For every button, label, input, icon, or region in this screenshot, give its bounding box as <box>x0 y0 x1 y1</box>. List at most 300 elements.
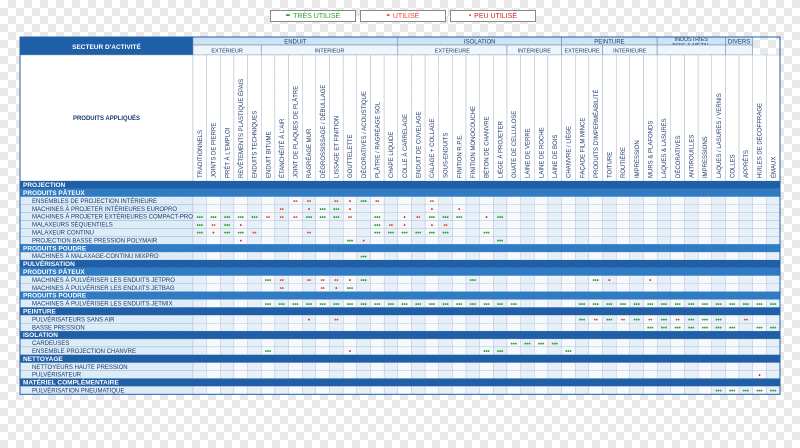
matrix-cell <box>548 221 562 229</box>
usage-marker: • <box>348 207 352 213</box>
matrix-cell <box>248 276 262 284</box>
matrix-cell <box>384 315 398 323</box>
matrix-cell <box>261 315 275 323</box>
matrix-cell <box>753 205 767 213</box>
matrix-cell <box>452 339 466 347</box>
matrix-cell <box>766 371 780 379</box>
matrix-cell <box>753 213 767 221</box>
usage-marker: ••• <box>756 325 763 332</box>
matrix-cell <box>302 363 316 371</box>
matrix-cell <box>398 205 412 213</box>
matrix-cell <box>616 228 630 236</box>
subsection-title: PRODUITS PÂTEUX <box>23 269 85 276</box>
matrix-cell <box>521 252 535 260</box>
matrix-cell <box>766 363 780 371</box>
matrix-cell <box>766 236 780 244</box>
matrix-cell <box>657 197 671 205</box>
matrix-cell <box>684 228 698 236</box>
row-label: MACHINES À PULVÉRISER LES ENDUITS JETBAG <box>32 285 175 292</box>
usage-marker: ••• <box>360 254 367 261</box>
matrix-cell <box>234 315 248 323</box>
matrix-cell <box>712 228 726 236</box>
matrix-cell <box>275 315 289 323</box>
matrix-cell <box>616 197 630 205</box>
matrix-cell <box>439 347 453 355</box>
legend-marker: •• <box>386 13 389 19</box>
matrix-cell <box>343 339 357 347</box>
matrix-cell <box>289 371 303 379</box>
matrix-cell <box>521 300 535 308</box>
matrix-cell <box>712 252 726 260</box>
usage-marker: ••• <box>401 230 408 237</box>
column-header: LAINE DE ROCHE <box>539 127 546 178</box>
matrix-cell <box>698 363 712 371</box>
matrix-cell <box>603 252 617 260</box>
matrix-cell <box>575 284 589 292</box>
usage-marker: ••• <box>264 278 272 285</box>
matrix-cell <box>575 347 589 355</box>
column-header: PLÂTRE / RAGRÉAGE SOL <box>375 101 382 178</box>
usage-marker: ••• <box>360 199 367 206</box>
matrix-cell <box>575 197 589 205</box>
matrix-cell <box>712 339 726 347</box>
matrix-cell <box>425 276 439 284</box>
usage-marker: ••• <box>483 301 490 308</box>
matrix-cell <box>493 228 507 236</box>
group-header-line: INDUSTRIES <box>674 37 708 43</box>
usage-marker: ••• <box>319 301 326 308</box>
matrix-cell <box>220 252 234 260</box>
matrix-cell <box>275 197 289 205</box>
matrix-cell <box>466 363 480 371</box>
legend-label: UTILISÉ <box>392 12 420 20</box>
usage-marker: ••• <box>756 301 763 308</box>
subgroup-header-label: INTÉRIEURE <box>613 48 647 55</box>
usage-marker: ••• <box>770 325 777 332</box>
column-header: HUILES DE DÉCOFFRAGE <box>757 102 764 178</box>
matrix-cell <box>548 323 562 331</box>
usage-marker: •• <box>743 317 748 324</box>
matrix-cell <box>671 371 685 379</box>
matrix-cell <box>575 213 589 221</box>
matrix-cell <box>548 213 562 221</box>
matrix-cell <box>630 347 644 355</box>
matrix-cell <box>275 386 289 394</box>
matrix-cell <box>220 315 234 323</box>
matrix-cell <box>507 252 521 260</box>
matrix-cell <box>643 386 657 394</box>
matrix-cell <box>548 205 562 213</box>
usage-marker: •• <box>334 278 339 285</box>
matrix-cell <box>712 197 726 205</box>
matrix-cell <box>589 213 603 221</box>
matrix-cell <box>671 213 685 221</box>
matrix-cell <box>739 363 753 371</box>
usage-marker: • <box>348 199 352 206</box>
matrix-cell <box>725 221 739 229</box>
matrix-cell <box>207 347 221 355</box>
matrix-cell <box>589 363 603 371</box>
matrix-cell <box>370 236 384 244</box>
column-header: COLLE À CARRELAGE <box>402 113 409 178</box>
matrix-cell <box>302 221 316 229</box>
matrix-cell <box>193 252 207 260</box>
usage-marker: ••• <box>278 301 285 308</box>
usage-marker: •• <box>320 286 325 292</box>
usage-marker: •• <box>375 199 380 206</box>
matrix-cell <box>753 221 767 229</box>
legend-marker: • <box>469 13 471 19</box>
matrix-cell <box>671 197 685 205</box>
matrix-cell <box>207 236 221 244</box>
matrix-cell <box>589 197 603 205</box>
matrix-cell <box>439 386 453 394</box>
matrix-cell <box>493 252 507 260</box>
matrix-cell <box>521 197 535 205</box>
matrix-cell <box>712 284 726 292</box>
matrix-cell <box>575 276 589 284</box>
matrix-cell <box>643 371 657 379</box>
matrix-cell <box>507 315 521 323</box>
matrix-cell <box>480 205 494 213</box>
matrix-cell <box>275 236 289 244</box>
usage-marker: ••• <box>715 301 722 308</box>
usage-marker: ••• <box>496 349 504 356</box>
usage-marker: • <box>458 207 461 213</box>
matrix-cell <box>589 339 603 347</box>
matrix-cell <box>357 386 371 394</box>
section-title: MATÉRIEL COMPLÉMENTAIRE <box>23 379 119 387</box>
matrix-cell <box>521 315 535 323</box>
matrix-cell <box>698 252 712 260</box>
matrix-cell <box>411 284 425 292</box>
matrix-cell <box>452 276 466 284</box>
matrix-cell <box>425 315 439 323</box>
matrix-cell <box>234 363 248 371</box>
subgroup-header-label: EXTÉRIEURE <box>434 48 470 55</box>
matrix-cell <box>384 339 398 347</box>
matrix-cell <box>603 386 617 394</box>
usage-marker: ••• <box>701 317 709 324</box>
column-header: DÉGROSSISSAGE / DÉBULLAGE <box>320 84 327 178</box>
matrix-cell <box>207 339 221 347</box>
matrix-cell <box>411 221 425 229</box>
section-title: NETTOYAGE <box>23 355 63 363</box>
matrix-cell <box>193 276 207 284</box>
matrix-cell <box>193 371 207 379</box>
matrix-cell <box>220 363 234 371</box>
usage-marker: ••• <box>565 349 572 356</box>
matrix-cell <box>521 221 535 229</box>
row-label: MALAXEURS SÉQUENTIELS <box>32 222 113 229</box>
matrix-cell <box>589 252 603 260</box>
matrix-cell <box>684 339 698 347</box>
matrix-cell <box>630 363 644 371</box>
usage-marker: ••• <box>578 317 586 324</box>
matrix-cell <box>370 284 384 292</box>
matrix-cell <box>753 363 767 371</box>
matrix-cell <box>657 386 671 394</box>
matrix-cell <box>261 323 275 331</box>
matrix-cell <box>630 205 644 213</box>
usage-marker: ••• <box>647 325 654 332</box>
row-label: MACHINES À MALAXAGE-CONTINU MIXPRO <box>32 254 159 261</box>
matrix-cell <box>248 205 262 213</box>
matrix-cell <box>480 386 494 394</box>
usage-marker: ••• <box>701 325 709 332</box>
matrix-cell <box>411 252 425 260</box>
matrix-cell <box>234 252 248 260</box>
matrix-cell <box>398 363 412 371</box>
usage-marker: ••• <box>647 301 654 308</box>
usage-marker: ••• <box>537 341 545 348</box>
group-header-label: ENDUIT <box>284 39 307 46</box>
matrix-cell <box>289 347 303 355</box>
matrix-cell <box>562 236 576 244</box>
usage-marker: • <box>307 207 311 213</box>
matrix-cell <box>534 315 548 323</box>
usage-marker: •• <box>279 207 284 213</box>
row-label: MACHINES À PULVÉRISER LES ENDUITS JETMIX <box>32 301 173 308</box>
matrix-cell <box>193 315 207 323</box>
matrix-cell <box>712 236 726 244</box>
column-header: COLLES <box>730 154 737 178</box>
matrix-cell <box>507 228 521 236</box>
matrix-cell <box>603 228 617 236</box>
matrix-cell <box>534 363 548 371</box>
matrix-cell <box>725 197 739 205</box>
row-label: CARDEUSES <box>32 341 70 348</box>
column-header: JOINT DE PLAQUES DE PLÂTRE <box>293 85 300 178</box>
matrix-cell <box>698 236 712 244</box>
matrix-cell <box>466 371 480 379</box>
matrix-cell <box>739 284 753 292</box>
matrix-cell <box>452 371 466 379</box>
matrix-cell <box>603 323 617 331</box>
matrix-cell <box>548 347 562 355</box>
column-header: LAINE DE BOIS <box>552 134 559 178</box>
usage-marker: ••• <box>770 388 777 395</box>
matrix-cell <box>548 276 562 284</box>
matrix-cell <box>521 284 535 292</box>
usage-marker: ••• <box>237 230 244 237</box>
column-header: LAQUES / LASURES / VERNIS <box>716 93 723 178</box>
matrix-cell <box>548 315 562 323</box>
usage-marker: •• <box>443 222 448 229</box>
usage-marker: •• <box>388 222 394 229</box>
matrix-cell <box>316 347 330 355</box>
usage-marker: •• <box>279 278 284 285</box>
matrix-cell <box>384 347 398 355</box>
subgroup-header-bg <box>657 45 725 55</box>
row-label: MACHINES À PULVÉRISER LES ENDUITS JETPRO <box>32 277 175 284</box>
usage-marker: ••• <box>319 214 326 221</box>
legend-marker: ••• <box>285 13 290 19</box>
matrix-cell <box>439 371 453 379</box>
matrix-cell <box>725 228 739 236</box>
matrix-cell <box>370 363 384 371</box>
matrix-cell <box>630 276 644 284</box>
matrix-cell <box>411 347 425 355</box>
matrix-cell <box>275 228 289 236</box>
matrix-cell <box>411 386 425 394</box>
matrix-cell <box>207 323 221 331</box>
matrix-cell <box>575 323 589 331</box>
usage-marker: ••• <box>374 301 381 308</box>
matrix-cell <box>548 300 562 308</box>
matrix-cell <box>330 221 344 229</box>
matrix-cell <box>575 252 589 260</box>
matrix-cell <box>521 363 535 371</box>
matrix-cell <box>261 284 275 292</box>
matrix-cell <box>234 339 248 347</box>
matrix-cell <box>343 363 357 371</box>
column-header: APPRÊTS <box>744 149 751 178</box>
matrix-cell <box>589 221 603 229</box>
matrix-cell <box>507 236 521 244</box>
usage-marker: • <box>348 278 352 285</box>
usage-marker: •• <box>306 199 312 206</box>
matrix-cell <box>575 386 589 394</box>
matrix-cell <box>630 213 644 221</box>
matrix-cell <box>630 284 644 292</box>
usage-marker: ••• <box>756 388 763 395</box>
matrix-cell <box>261 363 275 371</box>
matrix-cell <box>302 371 316 379</box>
matrix-cell <box>630 339 644 347</box>
column-header: CALAGE + COLLAGE <box>430 118 437 178</box>
row-label: PROJECTION BASSE PRESSION POLYMAIR <box>32 238 158 245</box>
matrix-cell <box>480 315 494 323</box>
matrix-cell <box>643 347 657 355</box>
row-label: MALAXEUR CONTINU <box>32 230 95 237</box>
matrix-cell <box>316 323 330 331</box>
matrix-cell <box>562 300 576 308</box>
usage-marker: • <box>430 207 433 213</box>
usage-marker: • <box>348 349 352 356</box>
matrix-cell <box>316 221 330 229</box>
matrix-cell <box>712 221 726 229</box>
matrix-cell <box>343 252 357 260</box>
matrix-cell <box>370 205 384 213</box>
matrix-cell <box>521 371 535 379</box>
matrix-cell <box>698 284 712 292</box>
matrix-cell <box>220 284 234 292</box>
matrix-cell <box>643 205 657 213</box>
usage-marker: ••• <box>524 341 531 348</box>
matrix-cell <box>493 221 507 229</box>
matrix-cell <box>521 347 535 355</box>
matrix-cell <box>466 205 480 213</box>
matrix-cell <box>548 197 562 205</box>
matrix-cell <box>643 221 657 229</box>
matrix-cell <box>562 228 576 236</box>
matrix-cell <box>248 339 262 347</box>
section-title: PULVÉRISATION <box>23 261 75 269</box>
matrix-cell <box>589 323 603 331</box>
column-header: LISSAGE ET FINITION <box>334 115 341 178</box>
column-header: FAÇADE FILM MINCE <box>580 117 587 178</box>
matrix-cell <box>521 205 535 213</box>
matrix-cell <box>630 236 644 244</box>
matrix-cell <box>452 221 466 229</box>
usage-marker: ••• <box>196 214 203 221</box>
usage-marker: ••• <box>592 278 599 285</box>
matrix-cell <box>575 228 589 236</box>
matrix-cell <box>261 197 275 205</box>
matrix-cell <box>671 252 685 260</box>
matrix-cell <box>575 205 589 213</box>
matrix-cell <box>616 339 630 347</box>
matrix-cell <box>548 371 562 379</box>
matrix-cell <box>398 323 412 331</box>
usage-marker: ••• <box>496 214 504 221</box>
matrix-cell <box>643 339 657 347</box>
matrix-cell <box>507 347 521 355</box>
matrix-cell <box>739 323 753 331</box>
matrix-cell <box>452 236 466 244</box>
matrix-cell <box>370 276 384 284</box>
matrix-cell <box>507 284 521 292</box>
matrix-cell <box>261 339 275 347</box>
usage-marker: ••• <box>428 230 436 237</box>
matrix-cell <box>193 284 207 292</box>
matrix-cell <box>562 371 576 379</box>
matrix-cell <box>302 339 316 347</box>
matrix-cell <box>480 236 494 244</box>
usage-marker: ••• <box>592 301 599 308</box>
matrix-cell <box>207 363 221 371</box>
usage-marker: ••• <box>401 301 408 308</box>
matrix-cell <box>671 205 685 213</box>
matrix-cell <box>357 284 371 292</box>
usage-marker: ••• <box>374 230 381 237</box>
matrix-cell <box>725 252 739 260</box>
matrix-cell <box>193 205 207 213</box>
matrix-cell <box>343 323 357 331</box>
subgroup-header-bg <box>725 45 752 55</box>
matrix-cell <box>370 347 384 355</box>
matrix-cell <box>603 284 617 292</box>
usage-marker: ••• <box>688 317 695 324</box>
usage-marker: ••• <box>223 214 231 221</box>
matrix-cell <box>507 276 521 284</box>
matrix-cell <box>534 284 548 292</box>
usage-marker: •• <box>334 317 339 324</box>
usage-marker: ••• <box>196 230 203 237</box>
produits-header: PRODUITS APPLIQUÉS <box>72 116 141 122</box>
matrix-cell <box>370 371 384 379</box>
matrix-cell <box>207 252 221 260</box>
usage-marker: ••• <box>770 301 777 308</box>
matrix-cell <box>725 213 739 221</box>
matrix-cell <box>289 236 303 244</box>
usage-marker: ••• <box>660 317 668 324</box>
matrix-cell <box>753 284 767 292</box>
matrix-cell <box>275 323 289 331</box>
usage-marker: ••• <box>551 341 558 348</box>
usage-marker: ••• <box>223 222 231 229</box>
usage-marker: ••• <box>496 238 504 245</box>
matrix-cell <box>234 300 248 308</box>
usage-marker: ••• <box>428 301 436 308</box>
matrix-cell <box>248 300 262 308</box>
row-label: MACHINES À PROJETER INTÉRIEURES EUROPRO <box>32 206 178 213</box>
matrix-cell <box>521 386 535 394</box>
matrix-cell <box>234 323 248 331</box>
matrix-cell <box>739 347 753 355</box>
matrix-cell <box>534 276 548 284</box>
